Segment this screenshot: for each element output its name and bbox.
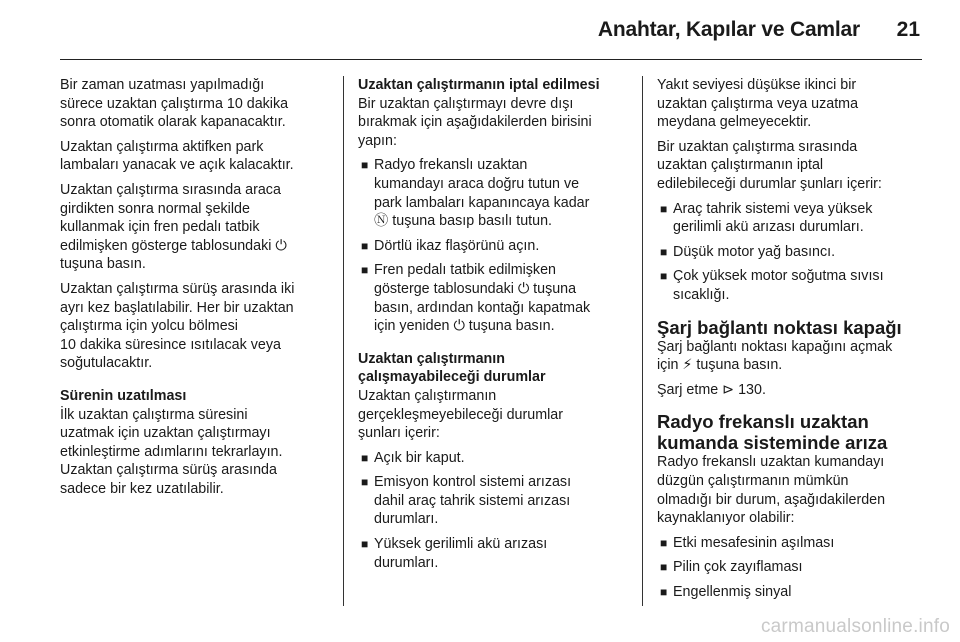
paragraph: Bir uzaktan çalıştırmayı devre dışı bırakmak için aşağıdakilerden birisini yapın: xyxy=(358,95,592,149)
paragraph: Bir zaman uzatması yapılmadığı sürece uzaktan çalıştırma 10 dakika sonra otomatik olarak kapanacaktır. xyxy=(60,77,289,131)
bullet-icon: ■ xyxy=(361,263,369,278)
header-divider xyxy=(60,59,922,60)
paragraph: Uzaktan çalıştırma sürüş arasında iki ayrı kez başlatılabilir. Her bir uzaktan çalıştırma için yolcu bölmesi 10 dakika süresince ısıtılacak veya soğutulacaktır. xyxy=(60,280,295,372)
section-heading-charge-port: Şarj bağlantı noktası kapağı xyxy=(657,316,902,338)
column-middle xyxy=(358,76,626,578)
bullet-icon: ■ xyxy=(361,475,369,490)
bullet-icon: ■ xyxy=(361,158,369,173)
paragraph: Şarj bağlantı noktası kapağını açmak için ⚡ tuşuna basın. xyxy=(657,338,893,374)
section-heading-extend: Sürenin uzatılması xyxy=(60,387,187,404)
column-divider xyxy=(642,76,643,606)
cancel-conditions-list xyxy=(657,200,925,305)
paragraph: Yakıt seviyesi düşükse ikinci bir uzaktan çalıştırma veya uzatma meydana gelmeyecektir. xyxy=(657,77,859,131)
list-item: ■ Emisyon kontrol sistemi arızası dahil araç tahrik sistemi arızası durumları. xyxy=(361,474,572,528)
bullet-icon: ■ xyxy=(660,535,668,550)
list-item: ■ Radyo frekanslı uzaktan kumandayı araca doğru tutun ve park lambaları kapanıncaya kadar Ⓝ tuşuna basıp basılı tutun. xyxy=(361,157,590,230)
list-item: ■ Açık bir kaput. xyxy=(361,449,465,466)
column-divider xyxy=(343,76,344,606)
list-item: ■ Engellenmiş sinyal xyxy=(660,583,792,600)
list-item: ■ Pilin çok zayıflaması xyxy=(660,559,803,576)
bullet-icon: ■ xyxy=(361,238,369,253)
page-number: 21 xyxy=(896,18,920,41)
paragraph: Uzaktan çalıştırmanın gerçekleşmeyebileceği durumlar şunları içerir: xyxy=(358,387,564,442)
watermark: carmanualsonline.info xyxy=(760,616,950,637)
paragraph: Uzaktan çalıştırma aktifken park lambaları yanacak ve açık kalacaktır. xyxy=(60,138,294,174)
column-left xyxy=(60,76,328,504)
list-item: ■ Fren pedalı tatbik edilmişken gösterge tablosundaki ⏻ tuşuna basın, ardından kontağı kapatmak için yeniden ⏻ tuşuna basın. xyxy=(361,262,591,335)
paragraph: İlk uzaktan çalıştırma süresini uzatmak için uzaktan çalıştırmayı etkinleştirme adımlarını tekrarlayın. Uzaktan çalıştırma sürüş arasında sadece bir kez uzatılabilir. xyxy=(60,406,283,497)
bullet-icon: ■ xyxy=(660,201,668,216)
list-item: ■ Dörtlü ikaz flaşörünü açın. xyxy=(361,237,540,254)
bullet-icon: ■ xyxy=(361,450,369,465)
bullet-icon: ■ xyxy=(660,584,668,599)
unable-list xyxy=(358,449,626,573)
paragraph: Bir uzaktan çalıştırma sırasında uzaktan çalıştırmanın iptal edilebileceği durumlar şunları içerir: xyxy=(657,138,882,192)
column-right xyxy=(657,76,925,607)
list-item: ■ Çok yüksek motor soğutma sıvısı sıcaklığı. xyxy=(660,268,884,303)
section-heading-unable: Uzaktan çalıştırmanın çalışmayabileceği durumlar xyxy=(358,350,546,386)
section-heading-radio-fault: Radyo frekanslı uzaktan kumanda sisteminde arıza xyxy=(657,411,888,454)
paragraph: Uzaktan çalıştırma sırasında araca girdikten sonra normal şekilde kullanmak için fren pedalı tatbik edilmişken gösterge tablosundaki ⏻ tuşuna basın. xyxy=(60,181,287,273)
bullet-icon: ■ xyxy=(660,560,668,575)
bullet-icon: ■ xyxy=(660,244,668,259)
bullet-icon: ■ xyxy=(660,269,668,284)
list-item: ■ Düşük motor yağ basıncı. xyxy=(660,243,836,260)
radio-fault-list xyxy=(657,534,925,602)
cross-reference: Şarj etme ⊳ 130. xyxy=(657,381,766,398)
bullet-icon: ■ xyxy=(361,537,369,552)
page-title: Anahtar, Kapılar ve Camlar xyxy=(597,18,860,41)
section-heading-cancel: Uzaktan çalıştırmanın iptal edilmesi xyxy=(358,77,600,93)
list-item: ■ Etki mesafesinin aşılması xyxy=(660,534,835,551)
paragraph: Radyo frekanslı uzaktan kumandayı düzgün çalıştırmanın mümkün olmadığı bir durum, aşağıdakilerden kaynaklanıyor olabilir: xyxy=(657,454,886,527)
list-item: ■ Yüksek gerilimli akü arızası durumları. xyxy=(361,536,548,571)
cancel-list xyxy=(358,156,626,335)
list-item: ■ Araç tahrik sistemi veya yüksek gerilimli akü arızası durumları. xyxy=(660,200,873,236)
